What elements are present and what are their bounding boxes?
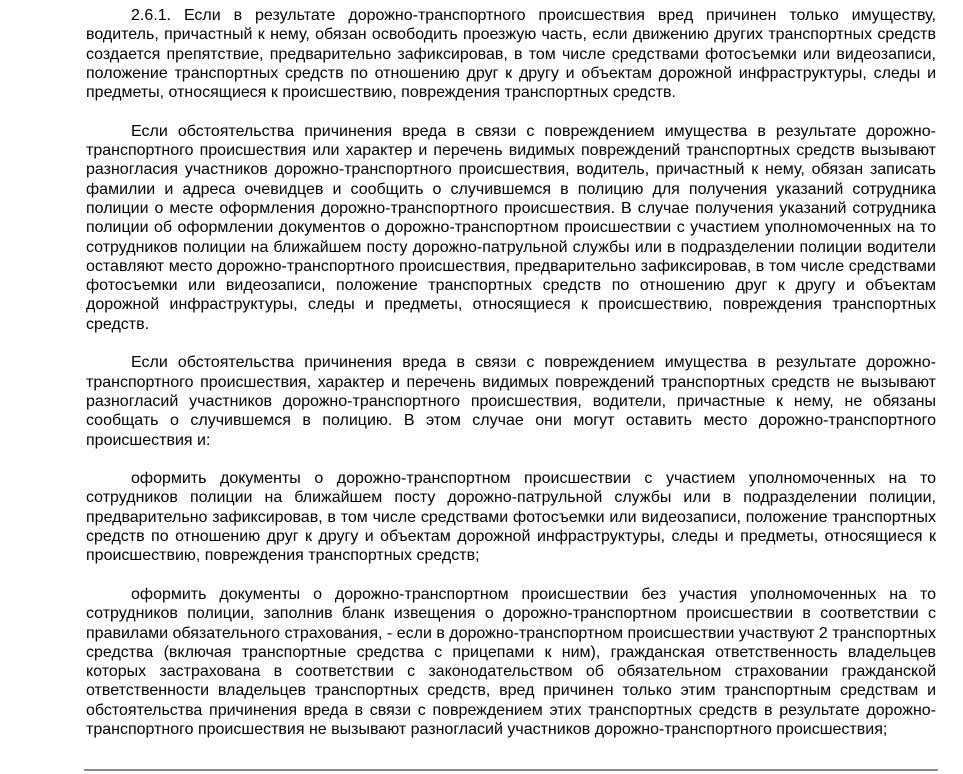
list-item-without-police: оформить документы о дорожно-транспортном происшествии без участия уполномоченных на то сотрудников полиции, заполнив бланк извещения о дорожно-транспортном происшествии в соответствии с правилами обязательного страхования, - если в дорожно-транспортном происшествии участвуют 2 транспортных средства (включая транспортные средства с прицепами к ним), гражданская ответственность владельцев которых застрахована в соответствии с законодательством об обязательном страховании гражданской ответственности владельцев транспортных средств, вред причинен только этим транспортным средствам и обстоятельства причинения вреда в связи с повреждением этих транспортных средств в результате дорожно-транспортного происшествия не вызывают разногласий участников дорожно-транспортного происшествия; (86, 585, 936, 738)
paragraph-disagreement: Если обстоятельства причинения вреда в связи с повреждением имущества в результате дорожно-транспортного происшествия или характер и перечень видимых повреждений транспортных средств вызывают разногласия участников дорожно-транспортного происшествия, водитель, причастный к нему, обязан записать фамилии и адреса очевидцев и сообщить о случившемся в полицию для получения указаний сотрудника полиции о месте оформления дорожно-транспортного происшествия. В случае получения указаний сотрудника полиции об оформлении документов о дорожно-транспортном происшествии с участием уполномоченных на то сотрудников полиции на ближайшем посту дорожно-патрульной службы или в подразделении полиции водители оставляют место дорожно-транспортного происшествия, предварительно зафиксировав, в том числе средствами фотосъемки или видеозаписи, положение транспортных средств по отношению друг к другу и объектам дорожной инфраструктуры, следы и предметы, относящиеся к происшествию, повреждения транспортных средств. (86, 122, 936, 333)
paragraph-2-6-1: 2.6.1. Если в результате дорожно-транспортного происшествия вред причинен только имуществу, водитель, причастный к нему, обязан освободить проезжую часть, если движению других транспортных средств создается препятствие, предварительно зафиксировав, в том числе средствами фотосъемки или видеозаписи, положение транспортных средств по отношению друг к другу и объектам дорожной инфраструктуры, следы и предметы, относящиеся к происшествию, повреждения транспортных средств. (86, 7, 936, 102)
paragraph-no-disagreement: Если обстоятельства причинения вреда в связи с повреждением имущества в результате дорожно-транспортного происшествия, характер и перечень видимых повреждений транспортных средств не вызывают разногласий участников дорожно-транспортного происшествия, водители, причастные к нему, не обязаны сообщать о случившемся в полицию. В этом случае они могут оставить место дорожно-транспортного происшествия и: (86, 354, 936, 449)
bottom-divider (84, 769, 938, 771)
list-item-with-police: оформить документы о дорожно-транспортном происшествии с участием уполномоченных на то сотрудников полиции на ближайшем посту дорожно-патрульной службы или в подразделении полиции, предварительно зафиксировав, в том числе средствами фотосъемки или видеозаписи, положение транспортных средств по отношению друг к другу и объектам дорожной инфраструктуры, следы и предметы, относящиеся к происшествию, повреждения транспортных средств; (86, 470, 936, 565)
document-body (86, 6, 936, 739)
